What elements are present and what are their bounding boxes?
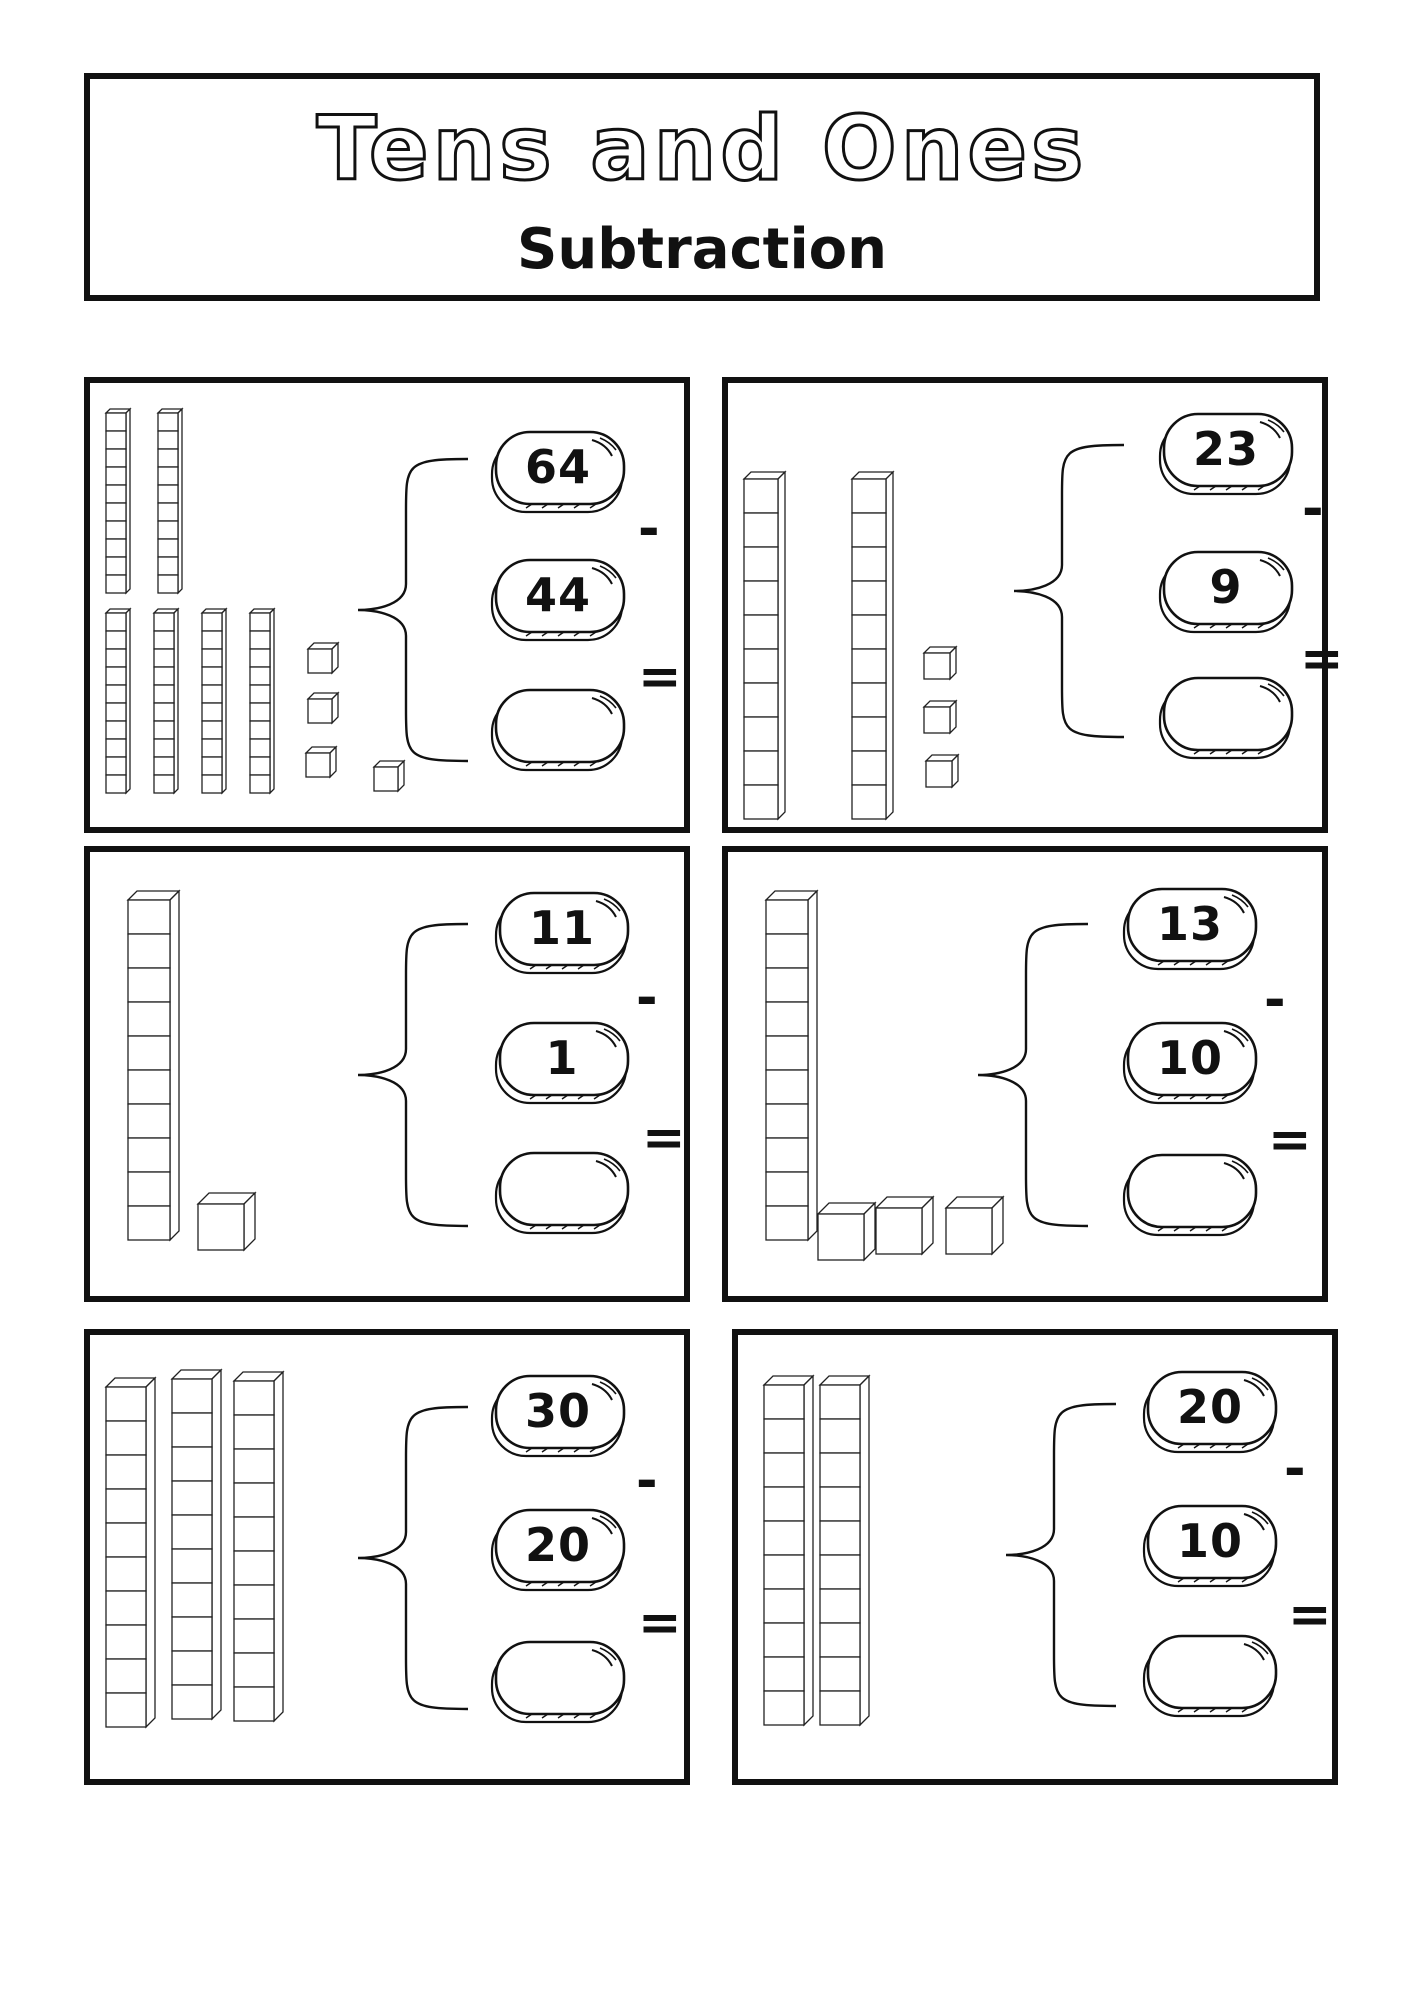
- answer-value[interactable]: [488, 1638, 628, 1716]
- problem-card-1: [84, 377, 690, 833]
- brace-curve: [1014, 445, 1124, 737]
- brace: [1008, 441, 1128, 741]
- minus-sign: -: [638, 499, 660, 559]
- brace: [352, 920, 472, 1230]
- ten-rod: [106, 609, 130, 793]
- subtrahend-box: [1140, 1502, 1280, 1592]
- brace-curve: [358, 459, 468, 761]
- minuend-value: 13: [1156, 897, 1223, 951]
- equals-sign: =: [1268, 1110, 1312, 1170]
- problem-card-5: [84, 1329, 690, 1785]
- brace: [352, 1403, 472, 1713]
- minuend-value: 20: [1176, 1380, 1243, 1434]
- one-cube: [876, 1197, 933, 1254]
- minus-sign: -: [1302, 479, 1324, 539]
- subtrahend-value: 10: [1156, 1031, 1223, 1085]
- ten-rod: [158, 409, 182, 593]
- one-cube: [198, 1193, 255, 1250]
- minus-sign: -: [636, 1451, 658, 1511]
- ten-rod: [106, 409, 130, 593]
- worksheet-subtitle: Subtraction: [517, 217, 887, 282]
- minuend-box: [488, 428, 628, 518]
- ten-rod: [820, 1376, 869, 1725]
- minuend-box: [488, 1372, 628, 1462]
- one-cube: [924, 647, 956, 679]
- minuend-box: [1140, 1368, 1280, 1458]
- problem-card-4: [722, 846, 1328, 1302]
- subtrahend-value: 20: [524, 1518, 591, 1572]
- ten-rod: [172, 1370, 221, 1719]
- brace-curve: [978, 924, 1088, 1226]
- ten-rod: [128, 891, 179, 1240]
- brace: [352, 455, 472, 765]
- one-cube: [308, 643, 338, 673]
- one-cube: [308, 693, 338, 723]
- minus-sign: -: [1264, 970, 1286, 1030]
- one-cube: [926, 755, 958, 787]
- ten-rod: [852, 472, 893, 819]
- minuend-value: 30: [524, 1384, 591, 1438]
- subtrahend-box: [492, 1019, 632, 1109]
- equals-sign: =: [1288, 1585, 1332, 1645]
- equals-sign: =: [642, 1108, 686, 1168]
- minus-sign: -: [636, 968, 658, 1028]
- worksheet-header: [84, 73, 1320, 301]
- problem-card-3: [84, 846, 690, 1302]
- worksheet-title: Tens and Ones: [316, 97, 1088, 200]
- ten-rod: [764, 1376, 813, 1725]
- answer-box[interactable]: [488, 686, 628, 776]
- minuend-box: [492, 889, 632, 979]
- answer-value[interactable]: [492, 1149, 632, 1227]
- answer-box[interactable]: [1156, 674, 1296, 764]
- answer-box[interactable]: [1120, 1151, 1260, 1241]
- one-cube: [818, 1203, 875, 1260]
- answer-value[interactable]: [1120, 1151, 1260, 1229]
- minuend-box: [1156, 410, 1296, 500]
- subtrahend-value: 9: [1209, 560, 1243, 614]
- minuend-value: 23: [1192, 422, 1259, 476]
- subtrahend-box: [488, 1506, 628, 1596]
- ten-rod: [202, 609, 226, 793]
- ten-rod: [744, 472, 785, 819]
- subtrahend-value: 44: [524, 568, 591, 622]
- brace: [1000, 1400, 1120, 1710]
- problem-card-2: [722, 377, 1344, 833]
- one-cube: [924, 701, 956, 733]
- one-cube: [306, 747, 336, 777]
- answer-value[interactable]: [488, 686, 628, 764]
- ten-rod: [106, 1378, 155, 1727]
- brace-curve: [358, 1407, 468, 1709]
- one-cube: [374, 761, 404, 791]
- minuend-value: 64: [524, 440, 591, 494]
- equals-sign: =: [638, 647, 682, 707]
- brace: [972, 920, 1092, 1230]
- answer-box[interactable]: [492, 1149, 632, 1239]
- answer-value[interactable]: [1156, 674, 1296, 752]
- answer-box[interactable]: [1140, 1632, 1280, 1722]
- problem-card-6: [732, 1329, 1338, 1785]
- ten-rod: [766, 891, 817, 1240]
- brace-curve: [358, 924, 468, 1226]
- minuend-box: [1120, 885, 1260, 975]
- ten-rod: [234, 1372, 283, 1721]
- answer-box[interactable]: [488, 1638, 628, 1728]
- minuend-value: 11: [528, 901, 595, 955]
- minus-sign: -: [1284, 1439, 1306, 1499]
- ten-rod: [154, 609, 178, 793]
- subtrahend-box: [1156, 548, 1296, 638]
- subtrahend-value: 10: [1176, 1514, 1243, 1568]
- answer-value[interactable]: [1140, 1632, 1280, 1710]
- subtrahend-box: [1120, 1019, 1260, 1109]
- equals-sign: =: [1300, 629, 1344, 689]
- ten-rod: [250, 609, 274, 793]
- brace-curve: [1006, 1404, 1116, 1706]
- equals-sign: =: [638, 1593, 682, 1653]
- subtrahend-box: [488, 556, 628, 646]
- subtrahend-value: 1: [545, 1031, 579, 1085]
